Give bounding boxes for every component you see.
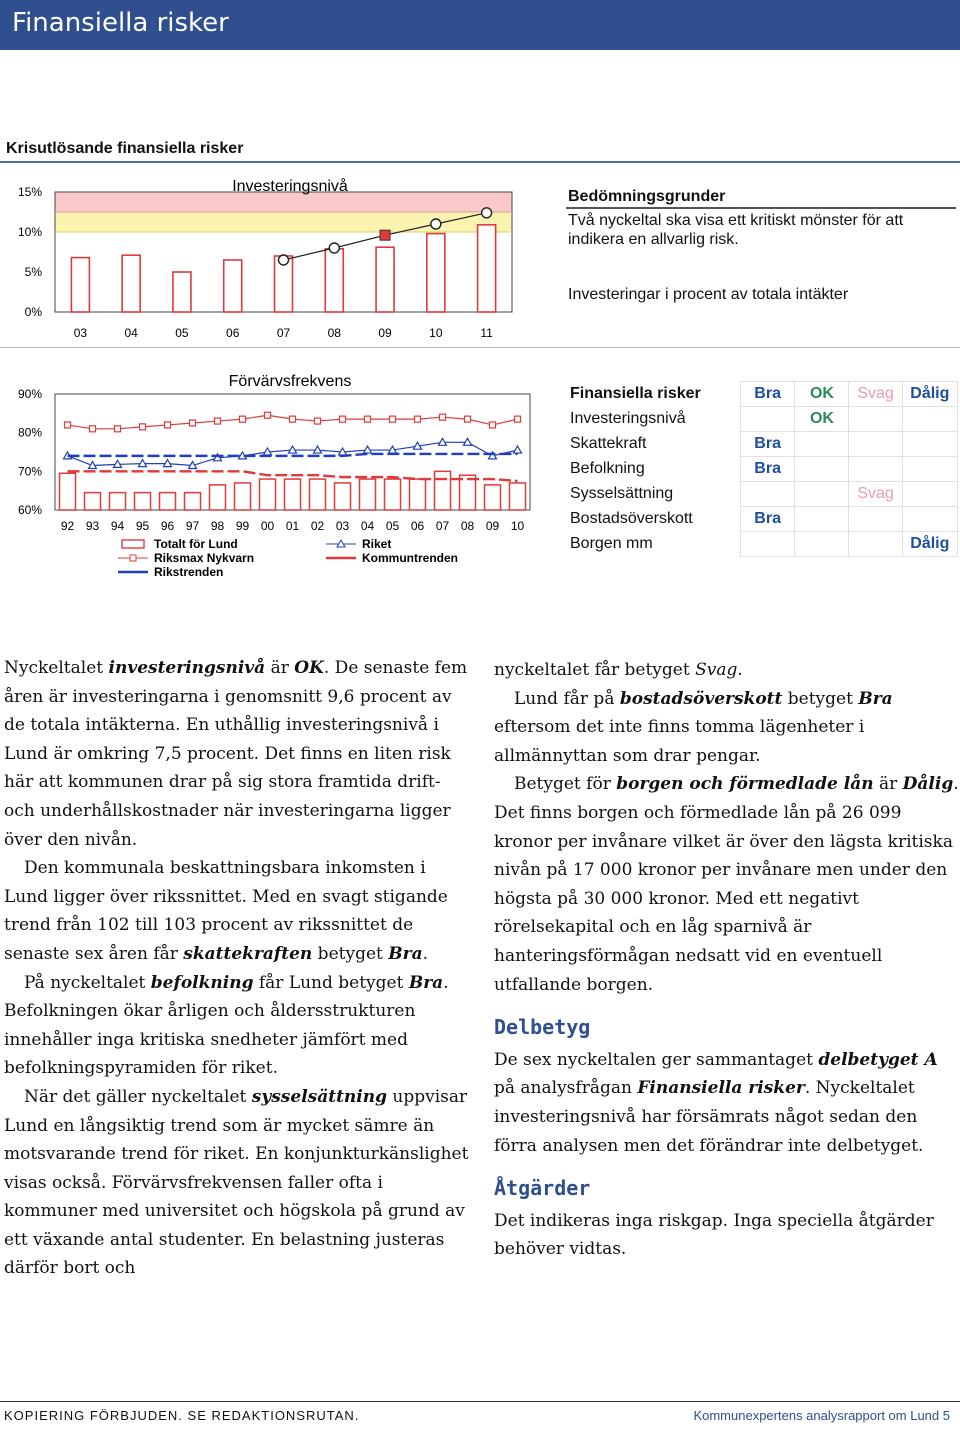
series-point <box>215 418 221 424</box>
legend-swatch <box>130 555 136 561</box>
paragraph: De sex nyckeltalen ger sammantaget delbetyget A på analysfrågan Finansiella risker. Nyckeltalet investeringsnivå har försämrats något sedan den förra analysen men det förändrar inte delbetyget. <box>494 1049 938 1156</box>
footer-right: Kommunexpertens analysrapport om Lund 5 <box>693 1408 950 1423</box>
paragraph: Lund får på bostadsöverskott betyget Bra eftersom det inte finns tomma lägenheter i allmännyttan som drar pengar. <box>494 688 893 766</box>
rating-value: Dålig <box>902 532 957 557</box>
header-bar <box>0 0 960 50</box>
bar <box>110 493 126 510</box>
y-tick-label: 0% <box>24 305 42 319</box>
rating-empty-cell <box>902 457 957 482</box>
series-point <box>290 416 296 422</box>
series-point <box>490 422 496 428</box>
rating-value: Svag <box>849 482 902 507</box>
x-tick-label: 08 <box>460 519 475 533</box>
x-tick-label: 99 <box>235 519 250 533</box>
rating-empty-cell <box>795 432 849 457</box>
bar <box>135 493 151 510</box>
y-tick-label: 15% <box>17 185 42 199</box>
rating-row-label: Skattekraft <box>570 435 647 452</box>
bar <box>210 485 226 510</box>
text-column-left <box>4 654 474 1283</box>
heading-delbetyg: Delbetyg <box>494 1015 591 1040</box>
bar <box>510 483 526 510</box>
x-tick-label: 08 <box>327 326 341 340</box>
bar <box>460 475 476 510</box>
rating-value: Bra <box>740 432 795 457</box>
paragraph: Betyget för borgen och förmedlade lån är Dålig. Det finns borgen och förmedlade lån på 26 099 kronor per invånare vilket är över den lägsta kritiska nivån på 17 000 kronor per invånare men under den högsta på 30 000 kronor. Med ett negativt rörelsekapital och en låg sparnivå är hanteringsförmågan nedsatt vid en eventuell utfallande borgen. <box>494 774 959 995</box>
bar <box>224 260 242 312</box>
rating-row <box>566 532 958 557</box>
series-point <box>140 424 146 430</box>
paragraph: När det gäller nyckeltalet sysselsättning uppvisar Lund en långsiktig trend som är mycket sämre än motsvarande trend för riket. En konjunkturkänslighet visas också. Förvärvsfrekvensen faller ofta i kommuner med universitet och högskola på grund av ett växande antal studenter. En belastning justeras därför bort och <box>4 1086 469 1279</box>
x-tick-label: 98 <box>210 519 225 533</box>
series-point <box>365 416 371 422</box>
rating-header-ok: OK <box>795 382 849 407</box>
bar <box>410 479 426 510</box>
criteria-divider <box>566 207 956 209</box>
heading-atgarder: Åtgärder <box>494 1176 591 1201</box>
legend-label: Totalt för Lund <box>154 537 238 551</box>
y-tick-label: 80% <box>17 425 42 440</box>
rating-empty-cell <box>849 457 902 482</box>
page-title: Finansiella risker <box>12 8 229 38</box>
series-point <box>315 418 321 424</box>
x-tick-label: 09 <box>485 519 500 533</box>
bar <box>235 483 251 510</box>
x-tick-label: 06 <box>410 519 425 533</box>
x-tick-label: 93 <box>85 519 100 533</box>
rating-row <box>566 482 958 507</box>
x-tick-label: 96 <box>160 519 175 533</box>
x-tick-label: 07 <box>276 326 291 340</box>
bar <box>335 483 351 510</box>
chart-title: Förvärvsfrekvens <box>228 373 352 390</box>
legend-label: Riket <box>362 537 392 551</box>
y-tick-label: 60% <box>17 503 42 517</box>
y-tick-label: 90% <box>17 387 42 401</box>
x-tick-label: 10 <box>510 519 525 533</box>
bar <box>478 225 496 312</box>
bar <box>160 493 176 510</box>
rating-row <box>566 457 958 482</box>
paragraph: nyckeltalet får betyget Svag. <box>494 660 743 680</box>
paragraph: Den kommunala beskattningsbara inkomsten i Lund ligger över rikssnittet. Med en svagt stigande trend från 102 till 103 procent av rikssnittet de senaste sex åren får skattekraften betyget Bra. <box>4 858 448 964</box>
rating-empty-cell <box>849 432 902 457</box>
text-column-right <box>494 656 960 1264</box>
series-point <box>390 416 396 422</box>
series-point <box>190 420 196 426</box>
x-tick-label: 92 <box>60 519 75 533</box>
y-tick-label: 5% <box>24 265 42 279</box>
rating-row-label: Borgen mm <box>570 535 653 552</box>
bar <box>385 479 401 510</box>
divider <box>0 347 960 348</box>
legend-swatch <box>122 540 144 548</box>
series-point <box>265 412 271 418</box>
series-point <box>340 416 346 422</box>
x-tick-label: 05 <box>175 326 189 340</box>
series-point <box>90 426 96 432</box>
x-tick-label: 03 <box>335 519 350 533</box>
x-tick-label: 97 <box>185 519 200 533</box>
x-tick-label: 10 <box>429 326 443 340</box>
criteria-title: Bedömningsgrunder <box>568 188 726 205</box>
rating-row-label: Befolkning <box>570 460 645 477</box>
rating-empty-cell <box>902 482 957 507</box>
footer-rule <box>0 1401 960 1402</box>
section-rule <box>0 161 960 163</box>
criteria-subtitle: Investeringar i procent av totala intäkter <box>568 286 849 303</box>
rating-empty-cell <box>849 407 902 432</box>
rating-row-label: Investeringsnivå <box>570 410 686 427</box>
x-tick-label: 01 <box>285 519 300 533</box>
x-tick-label: 06 <box>226 326 240 340</box>
paragraph: Det indikeras inga riskgap. Inga speciella åtgärder behöver vidtas. <box>494 1210 934 1260</box>
x-tick-label: 02 <box>310 519 325 533</box>
trend-point <box>279 255 289 265</box>
chart-forvarvsfrekvens <box>0 370 560 590</box>
rating-empty-cell <box>795 482 849 507</box>
rating-value: Bra <box>740 507 795 532</box>
series-point <box>165 422 171 428</box>
bar <box>173 272 191 312</box>
rating-empty-cell <box>795 532 849 557</box>
bar <box>427 234 445 312</box>
footer-left: KOPIERING FÖRBJUDEN. SE REDAKTIONSRUTAN. <box>4 1408 360 1423</box>
rating-empty-cell <box>795 457 849 482</box>
bar <box>310 479 326 510</box>
x-tick-label: 05 <box>385 519 400 533</box>
rating-row-label: Sysselsättning <box>570 485 674 502</box>
rating-empty-cell <box>795 507 849 532</box>
y-tick-label: 10% <box>17 225 42 239</box>
x-tick-label: 04 <box>360 519 375 533</box>
series-point <box>465 416 471 422</box>
legend-label: Riksmax Nykvarn <box>154 551 255 565</box>
series-point <box>440 414 446 420</box>
x-tick-label: 04 <box>124 326 138 340</box>
rating-empty-cell <box>902 432 957 457</box>
bar <box>360 479 376 510</box>
rating-empty-cell <box>849 507 902 532</box>
risk-band <box>55 192 512 212</box>
rating-row <box>566 507 958 532</box>
bar <box>285 479 301 510</box>
x-tick-label: 09 <box>378 326 392 340</box>
rating-header-label: Finansiella risker <box>570 385 701 402</box>
rating-empty-cell <box>902 407 957 432</box>
rating-value: OK <box>795 407 849 432</box>
x-tick-label: 03 <box>73 326 88 340</box>
chart-title: Investeringsnivå <box>232 178 348 195</box>
rating-empty-cell <box>740 532 795 557</box>
rating-row <box>566 432 958 457</box>
bar <box>325 249 343 312</box>
rating-empty-cell <box>849 532 902 557</box>
bar <box>376 247 394 312</box>
chart-investeringsniva <box>0 170 560 345</box>
rating-row-label: Bostadsöverskott <box>570 510 693 527</box>
rating-empty-cell <box>740 407 795 432</box>
x-tick-label: 95 <box>135 519 150 533</box>
x-tick-label: 00 <box>260 519 275 533</box>
legend-label: Rikstrenden <box>154 565 224 579</box>
bar <box>485 485 501 510</box>
trend-point <box>482 208 492 218</box>
rating-header-svag: Svag <box>849 382 902 407</box>
series-point <box>240 416 246 422</box>
bar <box>122 255 140 312</box>
legend-label: Kommuntrenden <box>362 551 458 565</box>
paragraph: Nyckeltalet investeringsnivå är OK. De senaste fem åren är investeringarna i genomsnitt 9,6 procent av de totala intäkterna. En uthållig investeringsnivå i Lund är omkring 7,5 procent. Det finns en liten risk här att kommunen drar på sig stora framtida drift- och underhållskostnader när investeringarna ligger över den nivån. <box>4 658 468 850</box>
bar <box>185 493 201 510</box>
rating-empty-cell <box>902 507 957 532</box>
rating-header-dålig: Dålig <box>902 382 957 407</box>
rating-row <box>566 407 958 432</box>
bar <box>435 471 451 510</box>
series-point <box>65 422 71 428</box>
highlight-marker <box>380 230 390 240</box>
x-tick-label: 07 <box>435 519 450 533</box>
trend-point <box>329 243 339 253</box>
bar <box>71 258 89 312</box>
criteria-text: Två nyckeltal ska visa ett kritiskt mönster för att indikera en allvarlig risk. <box>568 212 904 248</box>
rating-value: Bra <box>740 457 795 482</box>
x-tick-label: 11 <box>480 326 493 340</box>
series-point <box>115 426 121 432</box>
section-title: Krisutlösande finansiella risker <box>6 140 244 157</box>
bar <box>60 473 76 510</box>
series-point <box>515 416 521 422</box>
rating-empty-cell <box>740 482 795 507</box>
rating-header-bra: Bra <box>740 382 795 407</box>
x-tick-label: 94 <box>110 519 125 533</box>
series-point <box>415 416 421 422</box>
paragraph: På nyckeltalet befolkning får Lund betyget Bra. Befolkningen ökar årligen och åldersstrukturen innehåller inga kritiska snedheter jämfört med befolkningspyramiden för riket. <box>4 972 449 1079</box>
trend-point <box>431 219 441 229</box>
y-tick-label: 70% <box>17 464 42 479</box>
bar <box>260 479 276 510</box>
bar <box>85 493 101 510</box>
rating-header-row <box>566 382 958 407</box>
rating-table <box>566 381 958 557</box>
